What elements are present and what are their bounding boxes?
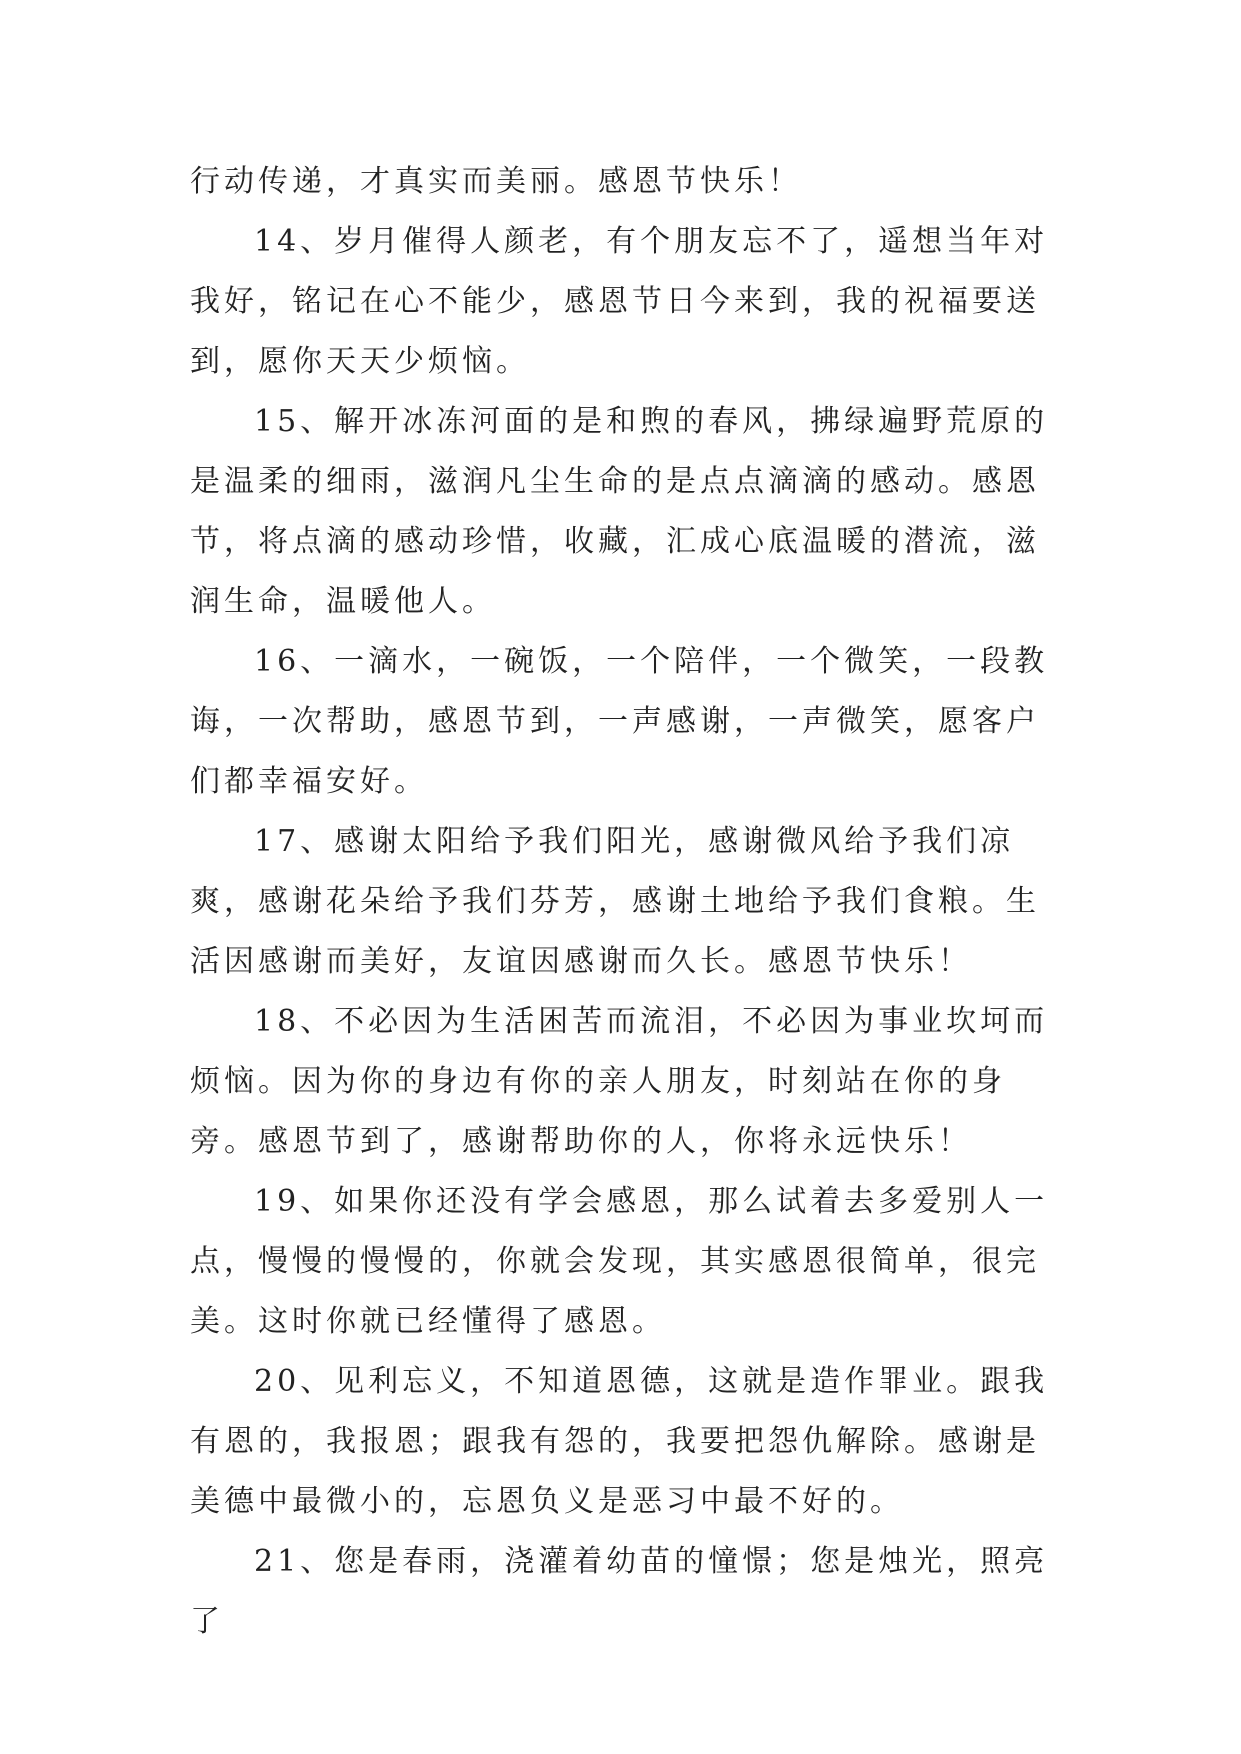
paragraph-16: 16、一滴水，一碗饭，一个陪伴，一个微笑，一段教诲，一次帮助，感恩节到，一声感谢，一声微笑，愿客户们都幸福安好。 [190, 644, 1049, 799]
paragraph-17: 17、感谢太阳给予我们阳光，感谢微风给予我们凉爽，感谢花朵给予我们芬芳，感谢土地给予我们食粮。生活因感谢而美好，友谊因感谢而久长。感恩节快乐！ [190, 824, 1040, 979]
paragraph-21: 21、您是春雨，浇灌着幼苗的憧憬；您是烛光，照亮了 [190, 1544, 1049, 1639]
paragraph-18: 18、不必因为生活困苦而流泪，不必因为事业坎坷而烦恼。因为你的身边有你的亲人朋友，时刻站在你的身旁。感恩节到了，感谢帮助你的人，你将永远快乐！ [190, 1004, 1049, 1159]
paragraph-continuation: 行动传递，才真实而美丽。感恩节快乐！ [190, 164, 802, 199]
paragraph-14: 14、岁月催得人颜老，有个朋友忘不了，遥想当年对我好，铭记在心不能少，感恩节日今来到，我的祝福要送到，愿你天天少烦恼。 [190, 224, 1049, 379]
paragraph-15: 15、解开冰冻河面的是和煦的春风，拂绿遍野荒原的是温柔的细雨，滋润凡尘生命的是点点滴滴的感动。感恩节，将点滴的感动珍惜，收藏，汇成心底温暖的潜流，滋润生命，温暖他人。 [190, 404, 1049, 619]
paragraph-20: 20、见利忘义，不知道恩德，这就是造作罪业。跟我有恩的，我报恩；跟我有怨的，我要把怨仇解除。感谢是美德中最微小的，忘恩负义是恶习中最不好的。 [190, 1364, 1049, 1519]
document-body [190, 152, 1060, 1652]
paragraph-19: 19、如果你还没有学会感恩，那么试着去多爱别人一点，慢慢的慢慢的，你就会发现，其实感恩很简单，很完美。这时你就已经懂得了感恩。 [190, 1184, 1049, 1339]
